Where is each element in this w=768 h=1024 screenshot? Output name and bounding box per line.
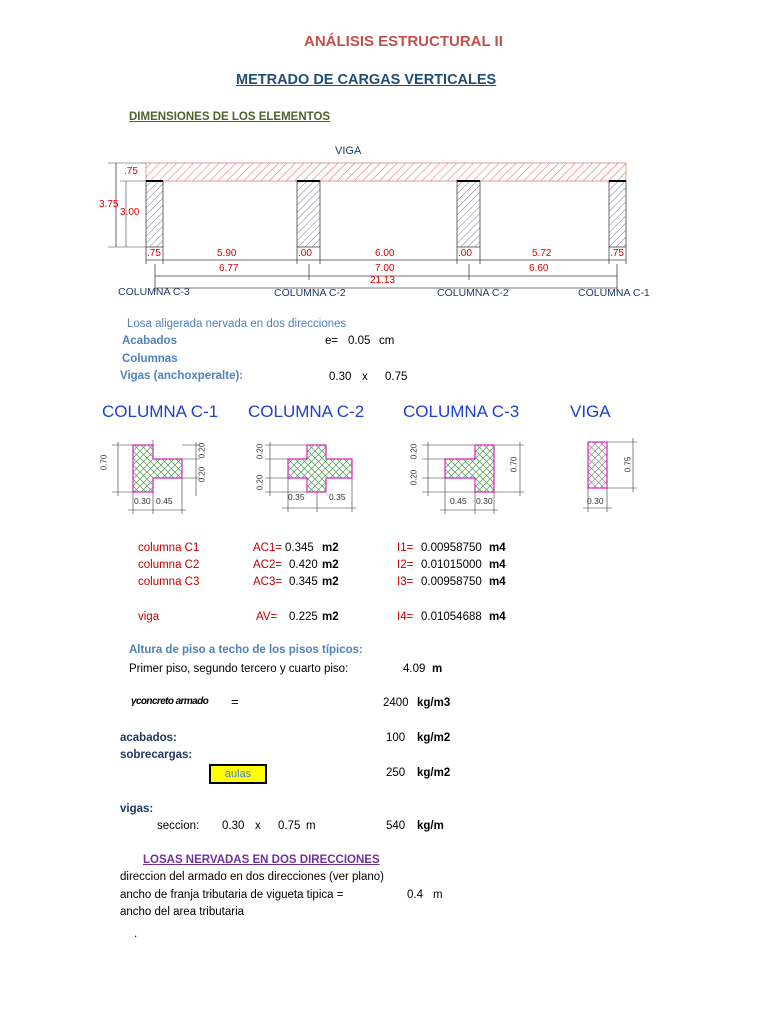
prop-area-unit: m2	[322, 611, 339, 623]
altura-unit: m	[432, 663, 443, 675]
aulas-unit: kg/m2	[417, 767, 451, 779]
gamma-label: γconcreto armado	[131, 696, 209, 707]
section-header-c2: COLUMNA C-2	[248, 402, 365, 421]
dim-300: 3.00	[120, 207, 140, 218]
viga-dim-h: 0.75	[623, 456, 633, 473]
vigas-h: 0.75	[385, 371, 408, 383]
prop-inertia-label: I2=	[397, 559, 414, 571]
span-mid-label: 6.77	[219, 263, 239, 274]
vigas-load-value: 540	[386, 820, 406, 832]
dim-375: 3.75	[99, 199, 119, 210]
total-length: 21.13	[370, 275, 396, 286]
prop-name: viga	[138, 611, 160, 623]
gamma-eq: =	[231, 694, 239, 709]
column-4-hatch	[609, 181, 626, 247]
vigas-b: 0.30	[329, 371, 352, 383]
seccion-label: seccion:	[157, 820, 200, 832]
prop-inertia-label: I3=	[397, 576, 414, 588]
prop-inertia-unit: m4	[489, 611, 506, 623]
c3-dim-d1: 0.20	[409, 443, 419, 460]
c1-dim-b2: 0.45	[156, 496, 173, 506]
seccion-unit: m	[306, 820, 316, 832]
column-label: COLUMNA C-2	[437, 287, 509, 299]
vigas-label: Vigas (anchoxperalte):	[120, 370, 244, 382]
viga-dim-b: 0.30	[587, 496, 604, 506]
span-mid-label: 6.60	[529, 263, 549, 274]
span-label: .00	[298, 248, 312, 259]
span-label: 5.72	[532, 248, 552, 259]
altura-title: Altura de piso a techo de los pisos típicos:	[129, 644, 363, 656]
prop-inertia: 0.01054688	[421, 611, 482, 623]
prop-area: 0.225	[289, 611, 318, 623]
prop-area-label: AC1=	[253, 542, 283, 554]
beam-hatch	[146, 163, 626, 181]
prop-area-label: AV=	[256, 611, 278, 623]
e-label: e=	[325, 335, 339, 347]
prop-area: 0.345	[289, 576, 318, 588]
losas-line2-value: 0.4	[407, 889, 423, 901]
section-heading-dimensiones: DIMENSIONES DE LOS ELEMENTOS	[129, 111, 331, 123]
prop-area: 0.345	[285, 542, 314, 554]
document-subtitle: METRADO DE CARGAS VERTICALES	[236, 72, 497, 88]
seccion-b: 0.30	[222, 820, 245, 832]
acabados-load-unit: kg/m2	[417, 732, 451, 744]
prop-inertia: 0.00958750	[421, 542, 482, 554]
span-label: .75	[610, 248, 624, 259]
c1-dim-d1: 0.20	[197, 442, 207, 459]
c3-section	[422, 442, 524, 514]
span-label: .75	[147, 248, 161, 259]
columnas-label: Columnas	[122, 353, 178, 365]
prop-inertia-label: I1=	[397, 542, 414, 554]
prop-area: 0.420	[289, 559, 318, 571]
losa-title: Losa aligerada nervada en dos direcciones	[127, 318, 347, 330]
c3-dim-d2: 0.20	[409, 469, 419, 486]
span-label: .00	[458, 248, 472, 259]
column-label: COLUMNA C-1	[578, 287, 650, 299]
e-unit: cm	[379, 335, 395, 347]
e-value: 0.05	[348, 335, 371, 347]
gamma-unit: kg/m3	[417, 697, 451, 709]
prop-inertia: 0.01015000	[421, 559, 482, 571]
prop-inertia-unit: m4	[489, 576, 506, 588]
c2-dim-b2: 0.35	[329, 492, 346, 502]
vigas-x: x	[362, 371, 368, 383]
prop-name: columna C2	[138, 559, 200, 571]
prop-area-unit: m2	[322, 542, 339, 554]
column-label: COLUMNA C-3	[118, 286, 190, 298]
section-header-c1: COLUMNA C-1	[102, 402, 219, 421]
span-mid-label: 7.00	[375, 263, 395, 274]
c1-dim-d2: 0.20	[197, 466, 207, 483]
cross-sections	[0, 430, 768, 525]
losas-line2: ancho de franja tributaria de vigueta tipica =	[120, 889, 344, 901]
prop-name: columna C3	[138, 576, 200, 588]
prop-inertia-label: I4=	[397, 611, 414, 623]
seccion-h: 0.75	[278, 820, 301, 832]
c1-dim-h: 0.70	[99, 454, 109, 471]
c2-dim-d2: 0.20	[255, 474, 265, 491]
aulas-value: 250	[386, 767, 406, 779]
acabados-load-label: acabados:	[120, 732, 177, 744]
c3-dim-h: 0.70	[509, 456, 519, 473]
dim-075-vertical: .75	[124, 166, 138, 177]
document-title: ANÁLISIS ESTRUCTURAL II	[304, 33, 503, 50]
seccion-x: x	[255, 820, 261, 832]
acabados-label: Acabados	[122, 335, 177, 347]
prop-area-label: AC2=	[253, 559, 283, 571]
altura-desc: Primer piso, segundo tercero y cuarto piso:	[129, 663, 349, 675]
prop-inertia-unit: m4	[489, 542, 506, 554]
losas-dot: .	[134, 928, 138, 940]
prop-name: columna C1	[138, 542, 200, 554]
prop-inertia: 0.00958750	[421, 576, 482, 588]
column-1-hatch	[146, 181, 163, 247]
c2-dim-d1: 0.20	[255, 443, 265, 460]
column-2-hatch	[297, 181, 320, 247]
c3-dim-b2: 0.30	[476, 496, 493, 506]
c3-dim-b1: 0.45	[450, 496, 467, 506]
c1-dim-b1: 0.30	[134, 496, 151, 506]
viga-label: VIGA	[335, 145, 362, 157]
column-3-hatch	[457, 181, 480, 247]
losas-line3: ancho del area tributaria	[120, 906, 245, 918]
vigas-load-label: vigas:	[120, 803, 154, 815]
prop-inertia-unit: m4	[489, 559, 506, 571]
span-label: 5.90	[217, 248, 237, 259]
prop-area-label: AC3=	[253, 576, 283, 588]
c2-dim-b1: 0.35	[288, 492, 305, 502]
vigas-load-unit: kg/m	[417, 820, 444, 832]
gamma-value: 2400	[383, 697, 409, 709]
sobrecargas-label: sobrecargas:	[120, 749, 193, 761]
span-label: 6.00	[375, 248, 395, 259]
prop-area-unit: m2	[322, 559, 339, 571]
losas-line2-unit: m	[433, 889, 443, 901]
section-header-c3: COLUMNA C-3	[403, 402, 520, 421]
aulas-cell[interactable]: aulas	[209, 764, 267, 784]
losas-line1: direccion del armado en dos direcciones (ver plano)	[120, 871, 385, 883]
section-header-viga: VIGA	[570, 402, 611, 421]
prop-area-unit: m2	[322, 576, 339, 588]
acabados-load-value: 100	[386, 732, 406, 744]
altura-value: 4.09	[403, 663, 426, 675]
column-label: COLUMNA C-2	[274, 287, 346, 299]
losas-title: LOSAS NERVADAS EN DOS DIRECCIONES	[143, 854, 380, 866]
